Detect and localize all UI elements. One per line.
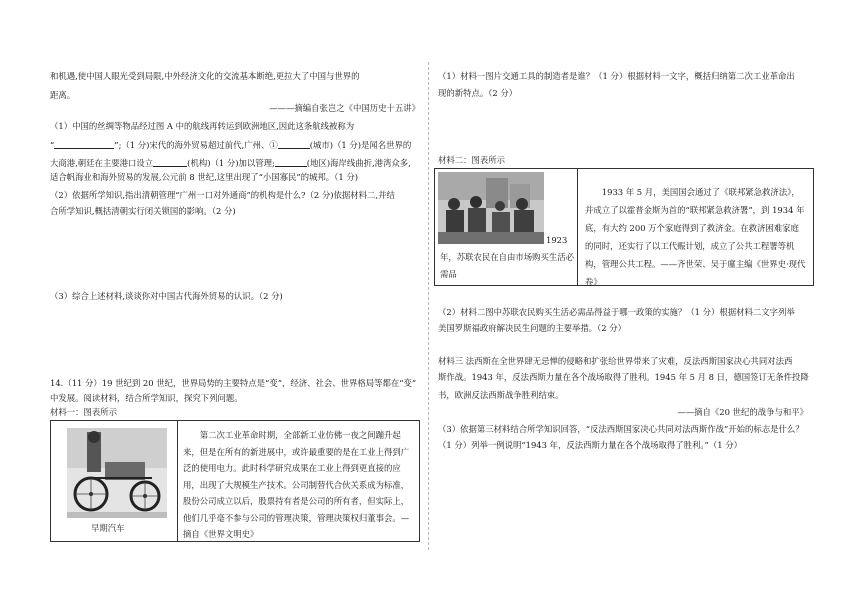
material-2-caption: 年，苏联农民在自由市场购买生活必 xyxy=(440,252,574,262)
question-2-text: 合所学知识,概括清朝实行闭关锁国的影响。（2 分) xyxy=(50,206,236,216)
right-question-1-text: （1）材料一图片交通工具的制造者是谁？（1 分）根据材料一文字，概括归纳第二次工业革命出 xyxy=(438,71,795,81)
material-1-label: 材料一：图表所示 xyxy=(50,407,117,417)
intro-line: 距离。 xyxy=(50,90,76,100)
source-citation: ———摘编自张岂之《中国历史十五讲》 xyxy=(269,103,420,113)
right-question-2-text: 美国罗斯福政府解决民生问题的主要举措。（2 分） xyxy=(438,323,627,333)
question-14-text: 中发展。阅读材料，结合所学知识，探究下列问题。 xyxy=(50,393,243,403)
question-1-text: （1）中国的丝绸等物品经过图 A 中的航线再转运到欧洲地区,因此这条航线被称为 xyxy=(50,121,355,131)
column-divider xyxy=(428,62,429,550)
answer-blank[interactable] xyxy=(153,157,187,167)
material-3-text: 斯作战。1943 年，反法西斯力量在各个战场取得了胜利。1945 年 5 月 8 日，德国签订无条件投降 xyxy=(438,372,809,382)
material-2-caption: 需品 xyxy=(440,269,457,279)
right-question-3-text: （3）依据第三材料结合所学知识回答，“反法西斯国家决心共同对法西斯作战”开始的标志是什么？ xyxy=(438,424,804,434)
question-1-line: 大商港,朝廷在主要港口设立 (机构)（1 分)加以管理; (地区)海岸线曲折,港湾众多, xyxy=(50,158,411,168)
right-question-1-text: 现的新特点。（2 分） xyxy=(438,88,518,98)
right-question-3-text: （1 分）列举一例说明“1943 年，反法西斯力量在各个战场取得了胜利。”（1 分） xyxy=(438,440,742,450)
material-1-box xyxy=(50,420,420,542)
material-2-text: 1933 年 5 月，美国国会通过了《联邦紧急救济法》，并成立了以霍普金斯为首的“联邦紧急救济署”，到 1934 年底，有大约 200 万个家庭得到了救济金。在救济困难家庭的同时，还实行了以工代赈计划，成立了公共工程署等机构，管理公共工程。——齐世荣、吴于廑主编《世界史·现代卷》 xyxy=(585,187,806,287)
material-2-box xyxy=(434,168,814,286)
question-1-line: “ ”;（1 分)宋代的海外贸易超过前代,广州、① (城市)（1 分)是闻名世界的 xyxy=(50,140,412,150)
material-3-source: ——摘自《20 世纪的战争与和平》 xyxy=(677,407,808,417)
intro-line: 和机遇,使中国人眼光受到局限,中外经济文化的交流基本断绝,更拉大了中国与世界的 xyxy=(50,71,360,81)
material-1-caption: 早期汽车 xyxy=(91,523,125,533)
early-car-photo xyxy=(67,428,167,518)
material-3-text: 书，欧洲反法西斯战争胜利结束。 xyxy=(438,390,564,400)
answer-blank[interactable] xyxy=(275,157,307,167)
right-question-2-text: （2）材料二图中苏联农民购买生活必需品得益于哪一政策的实施？（1 分）根据材料二文字列举 xyxy=(438,307,795,317)
answer-blank[interactable] xyxy=(54,139,114,149)
material-1-text: 第二次工业革命时期，全部新工业仿佛一夜之间蹦升起来，但是在所有的新进展中，或许最重要的是在工业上得到广泛的使用电力。此时科学研究成果在工业上得到更直接的应用，出现了大规模生产技术。公司制替代合伙关系成为标准，股份公司成立以后，股票持有者是公司的所有者，但实际上，他们几乎毫不参与公司的管理决策，管理决策权归董事会。—摘自《世界文明史》 xyxy=(183,430,410,539)
question-3-text: （3）综合上述材料,谈谈你对中国古代海外贸易的认识。（2 分) xyxy=(50,291,283,301)
car-image xyxy=(67,428,167,518)
answer-blank[interactable] xyxy=(278,139,310,149)
soviet-market-photo xyxy=(438,172,544,244)
material-3-text: 材料三 法西斯在全世界肆无忌惮的侵略和扩张给世界带来了灾难，反法西斯国家决心共同对法西 xyxy=(438,356,793,366)
material-1-column-rule xyxy=(177,421,178,541)
question-14-text: 14.（11 分）19 世纪到 20 世纪，世界局势的主要特点是“变”，经济、社会、世界格局等都在“变” xyxy=(50,378,417,388)
material-2-caption-year: 1923 xyxy=(546,235,568,245)
question-2-text: （2）依据所学知识,指出清朝管理“广州一口对外通商”的机构是什么?（2 分)依据材料二,并结 xyxy=(50,190,395,200)
market-image xyxy=(438,172,544,244)
material-2-label: 材料二：图表所示 xyxy=(438,155,505,165)
material-2-column-rule xyxy=(577,169,578,285)
question-1-line: 适合帆海业和海外贸易的发展,公元前 8 世纪,这里出现了“小国寡民”的城邦。（1 分) xyxy=(50,172,358,182)
